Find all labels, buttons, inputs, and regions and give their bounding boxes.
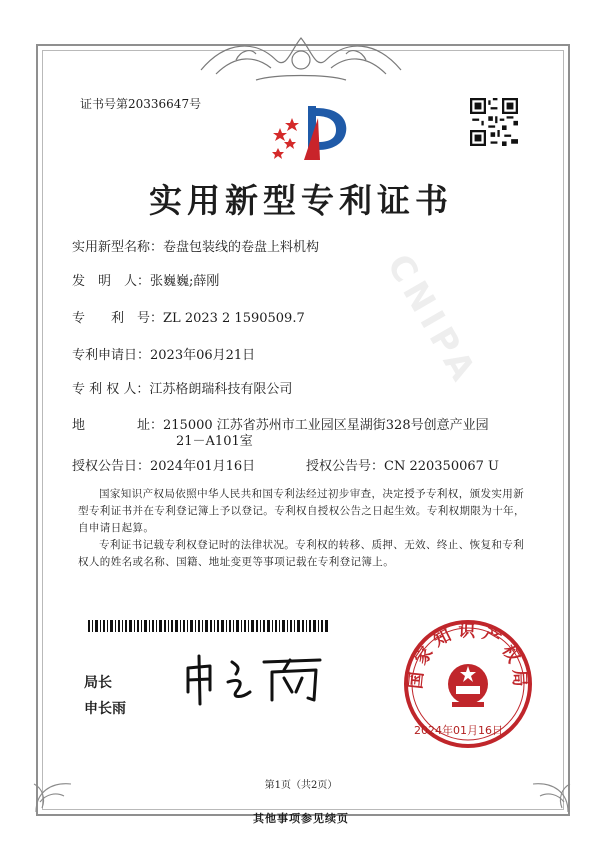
top-ornament-icon	[196, 30, 406, 88]
barcode-icon	[88, 620, 328, 632]
field-grant-number	[306, 455, 499, 474]
director-title: 局长	[84, 675, 112, 691]
field-label: 地 址：	[72, 418, 164, 433]
certificate-title: 实用新型专利证书	[149, 181, 453, 220]
field-patent-number	[72, 307, 305, 326]
certificate-number: 证书号第20336647号	[80, 97, 202, 111]
qr-code-icon	[470, 98, 518, 146]
field-label: 授权公告日：	[72, 459, 151, 474]
director-name: 申长雨	[84, 701, 126, 717]
field-value: 2023年06月21日	[150, 348, 256, 363]
handwritten-signature-icon	[180, 652, 330, 706]
legal-status-statement: 专利证书记载专利权登记时的法律状况。专利权的转移、质押、无效、终止、恢复和专利权人的姓名或名称、国籍、地址变更等事项记载在专利登记簿上。	[78, 539, 525, 568]
field-label: 专 利 权 人：	[72, 382, 150, 397]
field-label: 专利申请日：	[72, 348, 151, 363]
field-value: 张巍巍;薛刚	[150, 274, 220, 289]
field-value: 卷盘包装线的卷盘上料机构	[163, 240, 320, 255]
seal-date: 2024年01月16日	[414, 724, 503, 737]
field-label: 授权公告号：	[306, 459, 385, 474]
field-label: 发 明 人：	[72, 274, 151, 289]
field-label: 专 利 号：	[72, 311, 164, 326]
address-line-2: 21－A101室	[176, 434, 253, 449]
svg-text:国家知识产权局: 国家知识产权局	[406, 621, 530, 693]
field-value: CN 220350067 U	[384, 459, 499, 474]
grant-statement: 国家知识产权局依照中华人民共和国专利法经过初步审查，决定授予专利权，颁发实用新型专利证书并在专利登记簿上予以登记。专利权自授权公告之日起生效。专利权期限为十年，自申请日起算。	[78, 488, 525, 534]
field-value: 江苏格朗瑞科技有限公司	[149, 382, 293, 397]
field-grant-date	[72, 455, 255, 474]
field-utility-model-name	[72, 236, 319, 255]
cnipa-logo-icon	[268, 98, 358, 168]
continuation-note: 其他事项参见续页	[253, 812, 349, 825]
watermark: CNIPA	[378, 247, 486, 393]
field-label: 实用新型名称：	[72, 240, 164, 255]
field-filing-date	[72, 344, 255, 363]
field-address	[72, 414, 489, 433]
field-value: 215000 江苏省苏州市工业园区星湖街328号创意产业园	[163, 418, 489, 433]
field-value: ZL 2023 2 1590509.7	[163, 311, 305, 326]
page-number: 第1页（共2页）	[264, 780, 338, 791]
field-patentee	[72, 378, 292, 397]
field-inventor	[72, 270, 219, 289]
field-value: 2024年01月16日	[150, 459, 256, 474]
